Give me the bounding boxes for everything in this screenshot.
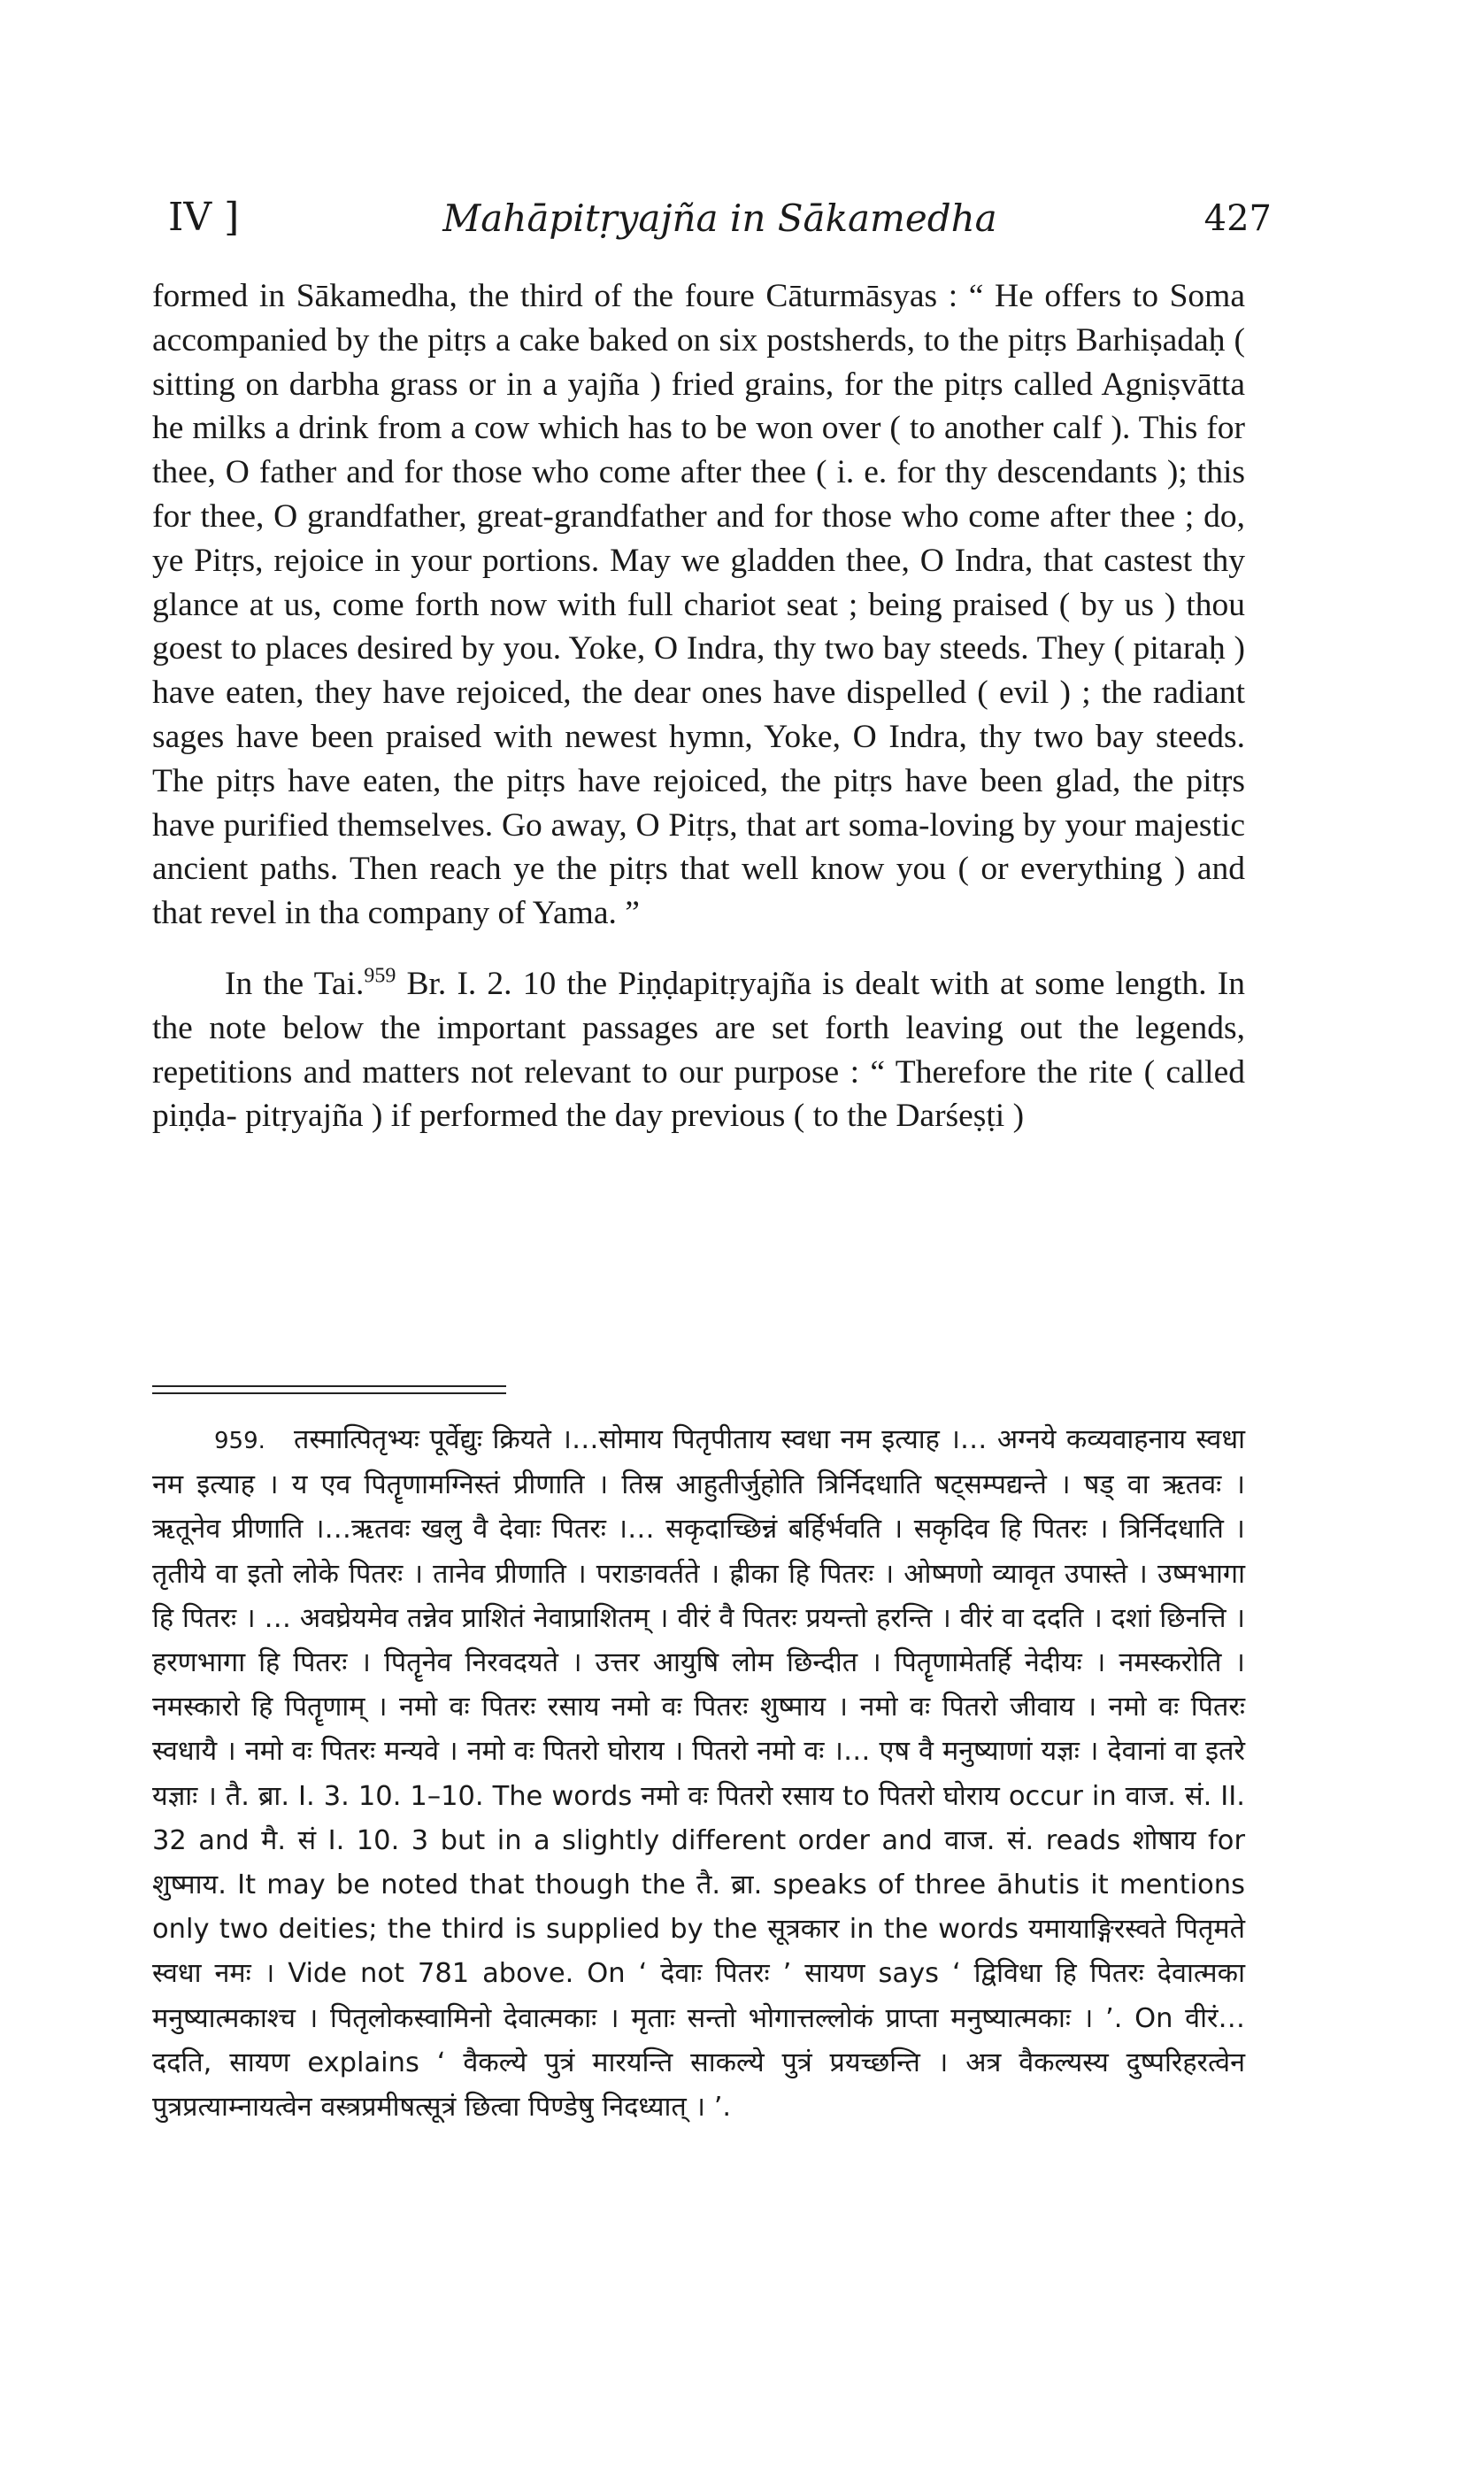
paragraph-1: formed in Sākamedha, the third of the foure Cāturmāsyas : “ He offers to Soma accompanied by the pitṛs a cake baked on six postsherds, to the pitṛs Barhiṣadaḥ ( sitting on darbha grass or in a yajña ) fried grains, for the pitṛs called Agniṣvātta he milks a drink from a cow which has to be won over ( to another calf ). This for thee, O father and for those who come after thee ( i. e. for thy descendants ); this for thee, O grandfather, great-grandfather and for those who come after thee ; do, ye Pitṛs, rejoice in your portions. May we gladden thee, O Indra, that castest thy glance at us, come forth now with full chariot seat ; being praised ( by us ) thou goest to places desired by you. Yoke, O Indra, thy two bay steeds. They ( pitaraḥ ) have eaten, they have rejoiced, the dear ones have dispelled ( evil ) ; the radiant sages have been praised with newest hymn, Yoke, O Indra, thy two bay steeds. The pitṛs have eaten, the pitṛs have rejoiced, the pitṛs have been glad, the pitṛs have purified themselves. Go away, O Pitṛs, that art soma-loving by your majestic ancient paths. Then reach ye the pitṛs that well know you ( or everything ) and that revel in tha company of Yama. ” [152, 278, 1245, 932]
footnote-number: 959. [214, 1428, 265, 1454]
page-number: 427 [1203, 198, 1272, 239]
paragraph-2-rest: Br. I. 2. 10 the Piṇḍapitṛyajña is dealt with at some length. In the note below the important passages are set forth leaving out the legends, repetitions and matters not relevant to our purpose : “ Therefore the rite ( called piṇḍa- pitṛyajña ) if performed the day previous ( to the Darśeṣṭi ) [152, 965, 1245, 1135]
main-text [152, 274, 1245, 1138]
footnote [152, 1418, 1245, 2130]
running-header [168, 186, 1272, 248]
running-title: Mahāpitṛyajña in Sākamedha [442, 197, 997, 240]
paragraph-2-start: In the Tai. [225, 965, 365, 1002]
footnote-ref: 959 [364, 964, 396, 988]
chapter-marker: IV ] [168, 195, 240, 240]
paragraph-2 [152, 962, 1245, 1138]
footnote-separator [152, 1385, 506, 1394]
footnote-body [152, 1418, 1245, 2130]
footnote-text: तस्मात्पितृभ्यः पूर्वेद्युः क्रियते ।…सोमाय पितृपीताय स्वधा नम इत्याह ।… अग्नये कव्यवाहनाय स्वधा नम इत्याह । य एव पितॄणामग्निस्तं प्रीणाति । तिस्र आहुतीर्जुहोति त्रिर्निदधाति षट्सम्पद्यन्ते । षड् वा ऋतवः । ऋतूनेव प्रीणाति ।…ऋतवः खलु वै देवाः पितरः ।… सकृदाच्छिन्नं बर्हिर्भवति । सकृदिव हि पितरः । त्रिर्निदधाति । तृतीये वा इतो लोके पितरः । तानेव प्रीणाति । पराङावर्तते । ह्रीका हि पितरः । ओष्मणो व्यावृत उपास्ते । उष्मभागा हि पितरः । … अवघ्रेयमेव तन्नेव प्राशितं नेवाप्राशितम् । वीरं वै पितरः प्रयन्तो हरन्ति । वीरं वा ददति । दशां छिनत्ति । हरणभागा हि पितरः । पितॄनेव निरवदयते । उत्तर आयुषि लोम छिन्दीत । पितॄणामेतर्हि नेदीयः । नमस्करोति । नमस्कारो हि पितॄणाम् । नमो वः पितरः रसाय नमो वः पितरः शुष्माय । नमो वः पितरो जीवाय । नमो वः पितरः स्वधायै । नमो वः पितरः मन्यवे । नमो वः पितरो घोराय । पितरो नमो वः ।… एष वै मनुष्याणां यज्ञः । देवानां वा इतरे यज्ञाः । तै. ब्रा. I. 3. 10. 1–10. The words नमो वः पितरो रसाय to पितरो घोराय occur in वाज. सं. II. 32 and मै. सं I. 10. 3 but in a slightly different order and वाज. सं. reads शोषाय for शुष्माय. It may be noted that though the तै. ब्रा. speaks of three āhutis it mentions only two deities; the third is supplied by the सूत्रकार in the words यमायाङ्गिरस्वते पितृमते स्वधा नमः । Vide not 781 above. On ‘ देवाः पितरः ’ सायण says ‘ द्विविधा हि पितरः देवात्मका मनुष्यात्मकाश्च । पितृलोकस्वामिनो देवात्मकाः । मृताः सन्तो भोगात्तल्लोकं प्राप्ता मनुष्यात्मकाः । ’. On वीरं…ददति, सायण explains ‘ वैकल्ये पुत्रं मारयन्ति साकल्ये पुत्रं प्रयच्छन्ति । अत्र वैकल्यस्य दुष्परिहरत्वेन पुत्रप्रत्याम्नायत्वेन वस्त्रप्रमीषत्सूत्रं छित्वा पिण्डेषु निदध्यात् । ’. [152, 1424, 1245, 2124]
